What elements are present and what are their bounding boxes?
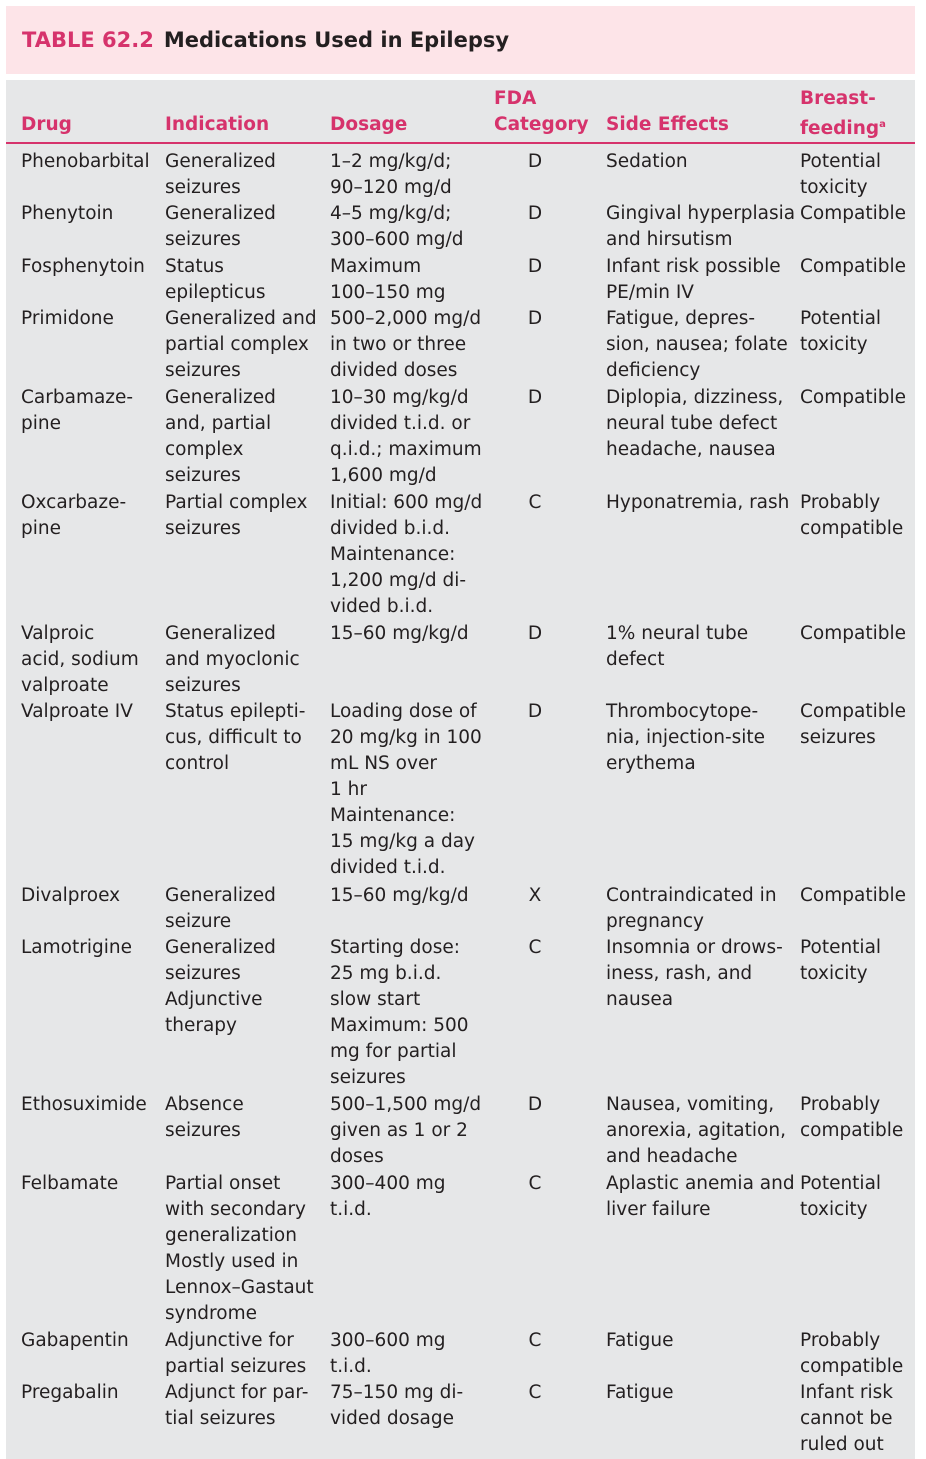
dosage-cell — [330, 1328, 446, 1380]
side-effects-cell-line: neural tube defect — [606, 412, 778, 434]
side-effects-cell-line: Sedation — [606, 151, 688, 172]
side-effects-cell — [606, 883, 777, 935]
drug-cell — [21, 490, 126, 542]
fda-category-cell: D — [527, 622, 543, 644]
drug-cell — [21, 1380, 119, 1406]
drug-cell-line: Fosphenytoin — [21, 255, 145, 277]
header-fda-line2: Category — [494, 114, 589, 135]
dosage-cell-line: 1–2 mg/kg/d; — [330, 151, 452, 172]
indication-cell-line: seizures — [165, 229, 241, 251]
side-effects-cell-line: erythema — [606, 753, 696, 775]
dosage-cell-line: 1 hr — [330, 779, 367, 801]
indication-cell-line: Generalized — [165, 937, 276, 958]
drug-cell — [21, 935, 132, 961]
dosage-cell-line: 25 mg b.i.d. — [330, 963, 442, 984]
side-effects-cell-line: and headache — [606, 1146, 738, 1168]
indication-cell-line: cus, difficult to — [165, 727, 302, 749]
dosage-cell-line: Maximum: 500 — [330, 1015, 469, 1036]
dosage-cell — [330, 699, 482, 881]
breastfeeding-cell-line: Potential — [800, 151, 882, 172]
breastfeeding-cell — [800, 699, 906, 751]
dosage-cell-line: slow start — [330, 989, 421, 1010]
breastfeeding-cell-line: Compatible — [800, 255, 906, 277]
indication-cell — [165, 149, 276, 201]
indication-cell-line: Adjunctive — [165, 989, 263, 1010]
fda-category-cell: D — [527, 151, 543, 172]
breastfeeding-cell-line: Compatible — [800, 884, 906, 906]
side-effects-cell-line: Fatigue — [606, 1330, 674, 1351]
indication-cell-line: therapy — [165, 1015, 237, 1036]
fda-category-cell: C — [528, 937, 542, 958]
dosage-cell-line: given as 1 or 2 — [330, 1120, 468, 1142]
dosage-cell-line: 90–120 mg/d — [330, 177, 452, 198]
indication-cell-line: Generalized — [165, 622, 276, 644]
fda-category-cell: X — [528, 884, 542, 906]
indication-cell-line: seizures — [165, 517, 241, 539]
drug-cell — [21, 1092, 147, 1118]
drug-cell — [21, 306, 114, 332]
indication-cell-line: Mostly used in — [165, 1250, 299, 1272]
header-fda-category — [494, 86, 589, 138]
fda-category-cell: C — [528, 491, 542, 513]
indication-cell-line: seizures — [165, 464, 241, 486]
indication-cell-line: Status epilepti- — [165, 701, 306, 723]
indication-cell — [165, 490, 307, 542]
drug-cell-line: Oxcarbaze- — [21, 491, 127, 513]
header-breast-line2 — [800, 112, 886, 142]
drug-cell — [21, 1328, 129, 1354]
side-effects-cell-line: Nausea, vomiting, — [606, 1094, 775, 1116]
dosage-cell-line: 300–400 mg — [330, 1172, 446, 1194]
dosage-cell-line: 15–60 mg/kg/d — [330, 884, 469, 906]
drug-cell-line: Divalproex — [21, 884, 121, 906]
indication-cell-line: seizures — [165, 177, 241, 198]
header-dosage: Dosage — [330, 114, 408, 135]
header-drug: Drug — [21, 114, 72, 135]
indication-cell-line: syndrome — [165, 1302, 257, 1324]
dosage-cell — [330, 306, 481, 384]
indication-cell-line: seizures — [165, 674, 241, 696]
side-effects-cell-line: PE/min IV — [606, 281, 694, 303]
breastfeeding-cell-line: Probably — [800, 491, 881, 513]
fda-category-cell: D — [527, 203, 543, 225]
breastfeeding-cell-line: Potential — [800, 308, 882, 330]
fda-category-cell: C — [528, 1172, 542, 1194]
drug-cell-line: Pregabalin — [21, 1382, 119, 1404]
indication-cell-line: Generalized — [165, 884, 276, 906]
side-effects-cell-line: iness, rash, and — [606, 963, 753, 984]
drug-cell — [21, 1171, 118, 1197]
drug-cell-line: Phenobarbital — [21, 151, 150, 172]
breastfeeding-cell-line: compatible — [800, 1120, 904, 1142]
breastfeeding-cell — [800, 1171, 881, 1223]
dosage-cell-line: 1,200 mg/d di- — [330, 569, 467, 591]
side-effects-cell-line: Insomnia or drows- — [606, 937, 783, 958]
dosage-cell-line: divided doses — [330, 360, 458, 382]
dosage-cell-line: 100–150 mg — [330, 281, 446, 303]
indication-cell-line: seizure — [165, 910, 232, 932]
indication-cell-line: Absence — [165, 1094, 244, 1116]
indication-cell-line: tial seizures — [165, 1408, 276, 1430]
dosage-cell-line: Initial: 600 mg/d — [330, 491, 483, 513]
breastfeeding-cell-line: toxicity — [800, 334, 868, 356]
side-effects-cell — [606, 621, 748, 673]
side-effects-cell — [606, 490, 789, 516]
side-effects-cell — [606, 254, 781, 306]
drug-cell-line: Ethosuximide — [21, 1094, 147, 1116]
indication-cell — [165, 385, 276, 489]
dosage-cell-line: 300–600 mg — [330, 1330, 446, 1351]
breastfeeding-cell-line: Compatible — [800, 622, 906, 644]
dosage-cell-line: 300–600 mg/d — [330, 229, 464, 251]
breastfeeding-cell — [800, 306, 881, 358]
breastfeeding-cell-line: Probably — [800, 1094, 881, 1116]
dosage-cell-line: 500–2,000 mg/d — [330, 308, 482, 330]
breastfeeding-cell-line: compatible — [800, 1356, 904, 1377]
dosage-cell-line: mL NS over — [330, 753, 437, 775]
side-effects-cell-line: pregnancy — [606, 910, 704, 932]
breastfeeding-cell — [800, 1328, 903, 1380]
breastfeeding-cell — [800, 201, 906, 227]
indication-cell-line: control — [165, 753, 230, 775]
drug-cell-line: Carbamaze- — [21, 386, 134, 408]
drug-cell-line: valproate — [21, 674, 109, 696]
header-divider — [6, 142, 915, 144]
indication-cell-line: partial complex — [165, 334, 309, 356]
dosage-cell — [330, 1171, 446, 1223]
indication-cell-line: Generalized — [165, 386, 276, 408]
dosage-cell-line: seizures — [330, 1067, 406, 1088]
breastfeeding-cell-line: Potential — [800, 1172, 882, 1194]
breastfeeding-cell — [800, 935, 881, 987]
indication-cell-line: complex — [165, 438, 244, 460]
drug-cell-line: pine — [21, 412, 61, 434]
indication-cell-line: and, partial — [165, 412, 272, 434]
dosage-cell-line: Maximum — [330, 255, 422, 277]
dosage-cell — [330, 149, 452, 201]
breastfeeding-cell-line: Probably — [800, 1330, 881, 1351]
fda-category-cell: D — [527, 308, 543, 330]
dosage-cell-line: Maintenance: — [330, 543, 456, 565]
indication-cell-line: Partial complex — [165, 491, 308, 513]
table-title: Medications Used in Epilepsy — [163, 28, 510, 52]
indication-cell-line: Adjunctive for — [165, 1330, 294, 1351]
table-number: TABLE 62.2 — [22, 28, 154, 52]
dosage-cell-line: mg for partial — [330, 1041, 457, 1062]
dosage-cell-line: vided b.i.d. — [330, 595, 434, 617]
side-effects-cell-line: Contraindicated in — [606, 884, 777, 906]
indication-cell-line: Generalized — [165, 151, 276, 172]
indication-cell-line: with secondary — [165, 1198, 306, 1220]
breastfeeding-cell-line: Infant risk — [800, 1382, 893, 1404]
drug-cell-line: Gabapentin — [21, 1330, 129, 1351]
breastfeeding-cell — [800, 490, 903, 542]
dosage-cell — [330, 935, 469, 1091]
side-effects-cell — [606, 1328, 674, 1354]
breastfeeding-cell-line: cannot be — [800, 1408, 893, 1430]
side-effects-cell-line: deficiency — [606, 360, 701, 382]
indication-cell-line: seizures — [165, 1120, 241, 1142]
dosage-cell — [330, 254, 446, 306]
indication-cell-line: epilepticus — [165, 281, 266, 303]
dosage-cell-line: vided dosage — [330, 1408, 454, 1430]
side-effects-cell-line: defect — [606, 648, 665, 670]
drug-cell-line: Phenytoin — [21, 203, 114, 225]
indication-cell — [165, 621, 300, 699]
indication-cell — [165, 699, 305, 777]
indication-cell — [165, 1171, 314, 1327]
indication-cell — [165, 201, 276, 253]
side-effects-cell-line: and hirsutism — [606, 229, 733, 251]
indication-cell-line: Adjunct for par- — [165, 1382, 309, 1404]
side-effects-cell-line: liver failure — [606, 1198, 711, 1220]
indication-cell — [165, 1092, 244, 1144]
breastfeeding-cell — [800, 883, 906, 909]
drug-cell — [21, 621, 139, 699]
side-effects-cell — [606, 935, 783, 1013]
indication-cell-line: seizures — [165, 963, 241, 984]
breastfeeding-cell-line: seizures — [800, 727, 876, 749]
side-effects-cell-line: headache, nausea — [606, 438, 776, 460]
table-title-bar — [6, 6, 915, 74]
footnote-marker: a — [879, 119, 886, 130]
dosage-cell — [330, 385, 482, 489]
breastfeeding-cell — [800, 621, 906, 647]
side-effects-cell — [606, 699, 765, 777]
medications-table — [6, 80, 915, 1459]
drug-cell-line: acid, sodium — [21, 648, 139, 670]
indication-cell-line: seizures — [165, 360, 241, 382]
dosage-cell-line: t.i.d. — [330, 1356, 372, 1377]
fda-category-cell: D — [527, 1094, 543, 1116]
fda-category-cell: D — [527, 386, 543, 408]
breastfeeding-cell — [800, 1380, 893, 1458]
dosage-cell-line: 15–60 mg/kg/d — [330, 622, 469, 644]
dosage-cell-line: 15 mg/kg a day — [330, 831, 476, 853]
indication-cell — [165, 306, 317, 384]
side-effects-cell-line: Aplastic anemia and — [606, 1172, 795, 1194]
header-breast-line1: Breast- — [800, 88, 876, 109]
dosage-cell — [330, 490, 482, 620]
side-effects-cell — [606, 149, 688, 175]
dosage-cell-line: 20 mg/kg in 100 — [330, 727, 482, 749]
fda-category-cell: C — [528, 1330, 542, 1351]
dosage-cell — [330, 883, 469, 909]
dosage-cell — [330, 621, 469, 647]
breastfeeding-cell-line: ruled out — [800, 1434, 884, 1456]
indication-cell-line: generalization — [165, 1224, 297, 1246]
drug-cell-line: Felbamate — [21, 1172, 119, 1194]
side-effects-cell-line: nausea — [606, 989, 674, 1010]
dosage-cell-line: divided t.i.d. — [330, 857, 446, 879]
side-effects-cell-line: Infant risk possible — [606, 255, 781, 277]
side-effects-cell-line: Fatigue — [606, 1382, 674, 1404]
indication-cell-line: Lennox–Gastaut — [165, 1276, 314, 1298]
indication-cell-line: Generalized — [165, 203, 276, 225]
breastfeeding-cell-line: Compatible — [800, 386, 906, 408]
indication-cell-line: partial seizures — [165, 1356, 307, 1377]
drug-cell-line: Lamotrigine — [21, 937, 132, 958]
dosage-cell-line: 10–30 mg/kg/d — [330, 386, 469, 408]
side-effects-cell-line: 1% neural tube — [606, 622, 749, 644]
side-effects-cell-line: Diplopia, dizziness, — [606, 386, 784, 408]
breastfeeding-cell-line: toxicity — [800, 1198, 868, 1220]
fda-category-cell: D — [527, 701, 543, 723]
dosage-cell — [330, 1092, 481, 1170]
side-effects-cell — [606, 385, 783, 463]
header-side-effects: Side Effects — [606, 114, 729, 135]
dosage-cell-line: in two or three — [330, 334, 467, 356]
side-effects-cell-line: Hyponatremia, rash — [606, 491, 790, 513]
indication-cell-line: Partial onset — [165, 1172, 281, 1194]
dosage-cell — [330, 1380, 463, 1432]
dosage-cell-line: divided t.i.d. or — [330, 412, 471, 434]
fda-category-cell: C — [528, 1382, 542, 1404]
dosage-cell-line: 4–5 mg/kg/d; — [330, 203, 452, 225]
drug-cell-line: Primidone — [21, 308, 114, 330]
header-indication: Indication — [165, 114, 270, 135]
indication-cell — [165, 883, 276, 935]
side-effects-cell — [606, 1380, 674, 1406]
indication-cell — [165, 935, 276, 1039]
indication-cell — [165, 1328, 306, 1380]
breastfeeding-cell-line: Compatible — [800, 701, 906, 723]
dosage-cell-line: doses — [330, 1146, 384, 1168]
side-effects-cell-line: Gingival hyperplasia — [606, 203, 796, 225]
dosage-cell-line: 500–1,500 mg/d — [330, 1094, 482, 1116]
side-effects-cell — [606, 1092, 786, 1170]
side-effects-cell — [606, 201, 795, 253]
breastfeeding-cell — [800, 1092, 903, 1144]
drug-cell — [21, 254, 145, 280]
breastfeeding-cell — [800, 254, 906, 280]
side-effects-cell-line: Thrombocytope- — [606, 701, 759, 723]
drug-cell — [21, 149, 150, 175]
dosage-cell-line: t.i.d. — [330, 1198, 372, 1220]
breastfeeding-cell-line: Compatible — [800, 203, 906, 225]
drug-cell — [21, 699, 133, 725]
dosage-cell-line: 1,600 mg/d — [330, 464, 437, 486]
fda-category-cell: D — [527, 255, 543, 277]
side-effects-cell — [606, 306, 788, 384]
dosage-cell-line: Maintenance: — [330, 805, 456, 827]
drug-cell — [21, 385, 133, 437]
breastfeeding-cell — [800, 149, 881, 201]
indication-cell — [165, 1380, 308, 1432]
dosage-cell-line: Loading dose of — [330, 701, 477, 723]
breastfeeding-cell-line: toxicity — [800, 963, 868, 984]
breastfeeding-cell-line: Potential — [800, 937, 882, 958]
dosage-cell — [330, 201, 464, 253]
side-effects-cell-line: anorexia, agitation, — [606, 1120, 786, 1142]
indication-cell — [165, 254, 265, 306]
drug-cell-line: Valproate IV — [21, 701, 133, 723]
header-breast-word: feeding — [800, 118, 880, 139]
header-breastfeeding — [800, 86, 886, 142]
drug-cell — [21, 883, 120, 909]
drug-cell — [21, 201, 113, 227]
side-effects-cell-line: sion, nausea; folate — [606, 334, 788, 356]
drug-cell-line: pine — [21, 517, 61, 539]
dosage-cell-line: divided b.i.d. — [330, 517, 450, 539]
dosage-cell-line: 75–150 mg di- — [330, 1382, 464, 1404]
dosage-cell-line: Starting dose: — [330, 937, 460, 958]
indication-cell-line: Status — [165, 255, 224, 277]
breastfeeding-cell-line: compatible — [800, 517, 904, 539]
indication-cell-line: and myoclonic — [165, 648, 300, 670]
side-effects-cell — [606, 1171, 795, 1223]
dosage-cell-line: q.i.d.; maximum — [330, 438, 482, 460]
breastfeeding-cell — [800, 385, 906, 411]
side-effects-cell-line: nia, injection-site — [606, 727, 766, 749]
drug-cell-line: Valproic — [21, 622, 95, 644]
header-fda-line1: FDA — [494, 88, 537, 109]
breastfeeding-cell-line: toxicity — [800, 177, 868, 198]
indication-cell-line: Generalized and — [165, 308, 317, 330]
side-effects-cell-line: Fatigue, depres- — [606, 308, 756, 330]
